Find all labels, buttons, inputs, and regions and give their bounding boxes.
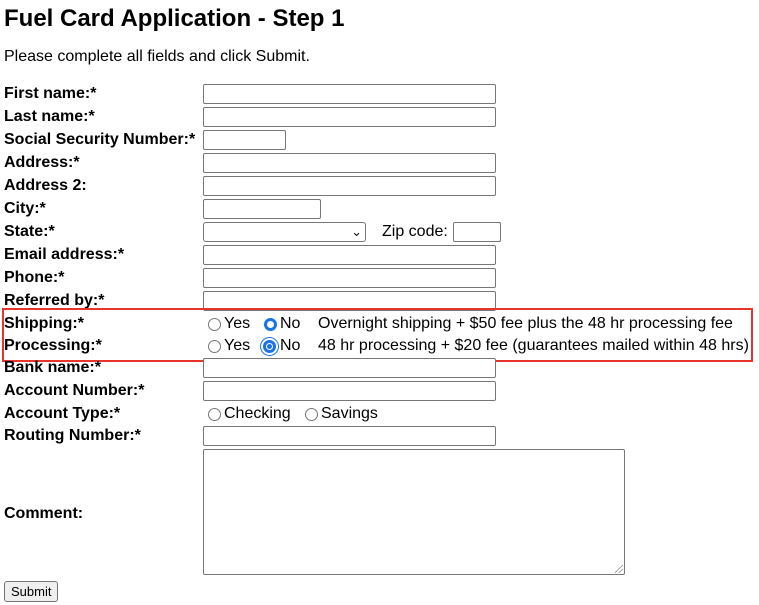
- shipping-description: Overnight shipping + $50 fee plus the 48 hr processing fee: [318, 315, 733, 332]
- comment-textarea[interactable]: [203, 449, 625, 575]
- comment-label: Comment:: [4, 505, 84, 522]
- email-row: [0, 244, 759, 266]
- page-title: Fuel Card Application - Step 1: [4, 5, 345, 32]
- account-type-label: Account Type:*: [4, 405, 121, 422]
- referred-by-row: [0, 290, 759, 312]
- last-name-input[interactable]: [203, 107, 496, 127]
- last-name-label: Last name:*: [4, 108, 95, 125]
- account-type-row: [0, 403, 759, 425]
- first-name-row: [0, 83, 759, 105]
- address2-row: [0, 175, 759, 197]
- processing-no-label: No: [280, 337, 301, 354]
- processing-row: [0, 335, 759, 357]
- ssn-label: Social Security Number:*: [4, 131, 196, 148]
- address2-label: Address 2:: [4, 177, 87, 194]
- checking-radio[interactable]: [208, 408, 221, 421]
- zip-label: Zip code:: [382, 223, 448, 240]
- address-input[interactable]: [203, 153, 496, 173]
- first-name-input[interactable]: [203, 84, 496, 104]
- zip-input[interactable]: [453, 222, 501, 242]
- account-number-input[interactable]: [203, 381, 496, 401]
- last-name-row: [0, 106, 759, 128]
- processing-no-radio[interactable]: [263, 340, 276, 353]
- phone-row: [0, 267, 759, 289]
- ssn-row: [0, 129, 759, 151]
- account-number-label: Account Number:*: [4, 382, 145, 399]
- account-number-row: [0, 380, 759, 402]
- address-label: Address:*: [4, 154, 80, 171]
- shipping-yes-label: Yes: [224, 315, 251, 332]
- ssn-input[interactable]: [203, 130, 286, 150]
- shipping-no-radio[interactable]: [264, 318, 277, 331]
- submit-button[interactable]: Submit: [4, 581, 58, 602]
- routing-number-input[interactable]: [203, 426, 496, 446]
- state-row: [0, 221, 759, 243]
- address2-input[interactable]: [203, 176, 496, 196]
- email-input[interactable]: [203, 245, 496, 265]
- intro-text: Please complete all fields and click Submit.: [4, 48, 310, 65]
- referred-by-input[interactable]: [203, 291, 496, 311]
- checking-label: Checking: [224, 405, 291, 422]
- state-label: State:*: [4, 223, 55, 240]
- city-input[interactable]: [203, 199, 321, 219]
- referred-by-label: Referred by:*: [4, 292, 105, 309]
- shipping-no-label: No: [280, 315, 301, 332]
- state-select[interactable]: [203, 222, 366, 242]
- bank-name-label: Bank name:*: [4, 359, 101, 376]
- city-label: City:*: [4, 200, 46, 217]
- routing-number-label: Routing Number:*: [4, 427, 141, 444]
- bank-name-row: [0, 357, 759, 379]
- shipping-yes-radio[interactable]: [208, 318, 221, 331]
- processing-description: 48 hr processing + $20 fee (guarantees mailed within 48 hrs): [318, 337, 749, 354]
- savings-radio[interactable]: [305, 408, 318, 421]
- address-row: [0, 152, 759, 174]
- processing-yes-label: Yes: [224, 337, 251, 354]
- email-label: Email address:*: [4, 246, 125, 263]
- routing-number-row: [0, 425, 759, 447]
- chevron-down-icon: ⌄: [351, 224, 362, 239]
- savings-label: Savings: [321, 405, 378, 422]
- processing-yes-radio[interactable]: [208, 340, 221, 353]
- first-name-label: First name:*: [4, 85, 97, 102]
- shipping-row: [0, 313, 759, 335]
- shipping-label: Shipping:*: [4, 315, 84, 332]
- phone-label: Phone:*: [4, 269, 65, 286]
- processing-label: Processing:*: [4, 337, 102, 354]
- bank-name-input[interactable]: [203, 358, 496, 378]
- phone-input[interactable]: [203, 268, 496, 288]
- city-row: [0, 198, 759, 220]
- resize-handle-icon[interactable]: [615, 565, 623, 573]
